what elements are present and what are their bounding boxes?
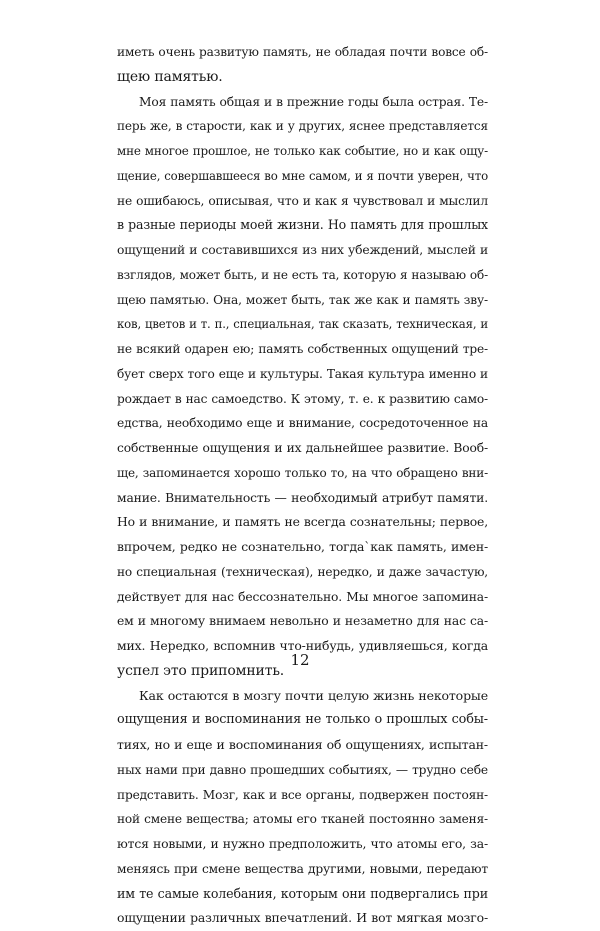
text-line: ются новыми, и нужно предположить, что атомы его, за- bbox=[117, 832, 488, 857]
text-line: собственные ощущения и их дальнейшее развитие. Вооб- bbox=[117, 436, 488, 461]
text-line: не всякий одарен ею; память собственных ощущений тре- bbox=[117, 337, 488, 362]
text-line: ных нами при давно прошедших событиях, — трудно себе bbox=[117, 758, 488, 783]
text-line: рождает в нас самоедство. К этому, т. е. к развитию само- bbox=[117, 387, 488, 412]
paragraph bbox=[117, 684, 488, 931]
text-line: представить. Мозг, как и все органы, подвержен постоян- bbox=[117, 783, 488, 808]
text-line: но специальная (техническая), нередко, и даже зачастую, bbox=[117, 560, 488, 585]
text-line: Моя память общая и в прежние годы была острая. Те- bbox=[117, 90, 488, 115]
text-line: ощущений и составившихся из них убеждений, мыслей и bbox=[117, 238, 488, 263]
text-line: тиях, но и еще и воспоминания об ощущениях, испытан- bbox=[117, 733, 488, 758]
text-line: щею памятью. Она, может быть, так же как и память зву- bbox=[117, 288, 488, 313]
text-line: успел это припомнить. bbox=[117, 659, 488, 684]
text-line: ощущения и воспоминания не только о прошлых собы- bbox=[117, 708, 488, 733]
text-line: действует для нас бессознательно. Мы многое запомина- bbox=[117, 585, 488, 610]
paragraph bbox=[117, 90, 488, 684]
text-line: перь же, в старости, как и у других, яснее представляется bbox=[117, 114, 488, 139]
text-line: ем и многому внимаем невольно и незаметно для нас са- bbox=[117, 609, 488, 634]
text-line: щение, совершавшееся во мне самом, и я почти уверен, что bbox=[117, 164, 488, 189]
text-line: впрочем, редко не сознательно, тогда`как память, имен- bbox=[117, 535, 488, 560]
text-line: ков, цветов и т. п., специальная, так сказать, техническая, и bbox=[117, 312, 488, 337]
text-line: взглядов, может быть, и не есть та, которую я называю об- bbox=[117, 263, 488, 288]
text-line: иметь очень развитую память, не обладая почти вовсе об- bbox=[117, 40, 488, 65]
body-text bbox=[117, 40, 488, 931]
text-line: бует сверх того еще и культуры. Такая культура именно и bbox=[117, 362, 488, 387]
page-number: 12 bbox=[0, 650, 600, 670]
text-line: не ошибаюсь, описывая, что и как я чувствовал и мыслил bbox=[117, 189, 488, 214]
text-line: ощущении различных впечатлений. И вот мягкая мозго- bbox=[117, 906, 488, 931]
text-line: ще, запоминается хорошо только то, на что обращено вни- bbox=[117, 461, 488, 486]
text-line: мание. Внимательность — необходимый атрибут памяти. bbox=[117, 486, 488, 511]
text-line: Как остаются в мозгу почти целую жизнь некоторые bbox=[117, 684, 488, 709]
text-line: меняясь при смене вещества другими, новыми, передают bbox=[117, 857, 488, 882]
text-line: мне многое прошлое, не только как событие, но и как ощу- bbox=[117, 139, 488, 164]
text-line: в разные периоды моей жизни. Но память для прошлых bbox=[117, 213, 488, 238]
text-line: щею памятью. bbox=[117, 65, 488, 90]
text-line: Но и внимание, и память не всегда сознательны; первое, bbox=[117, 510, 488, 535]
text-line: едства, необходимо еще и внимание, сосредоточенное на bbox=[117, 411, 488, 436]
text-line: им те самые колебания, которым они подвергались при bbox=[117, 882, 488, 907]
text-line: ной смене вещества; атомы его тканей постоянно заменя- bbox=[117, 807, 488, 832]
text-line: мих. Нередко, вспомнив что-нибудь, удивляешься, когда bbox=[117, 634, 488, 659]
paragraph bbox=[117, 40, 488, 90]
